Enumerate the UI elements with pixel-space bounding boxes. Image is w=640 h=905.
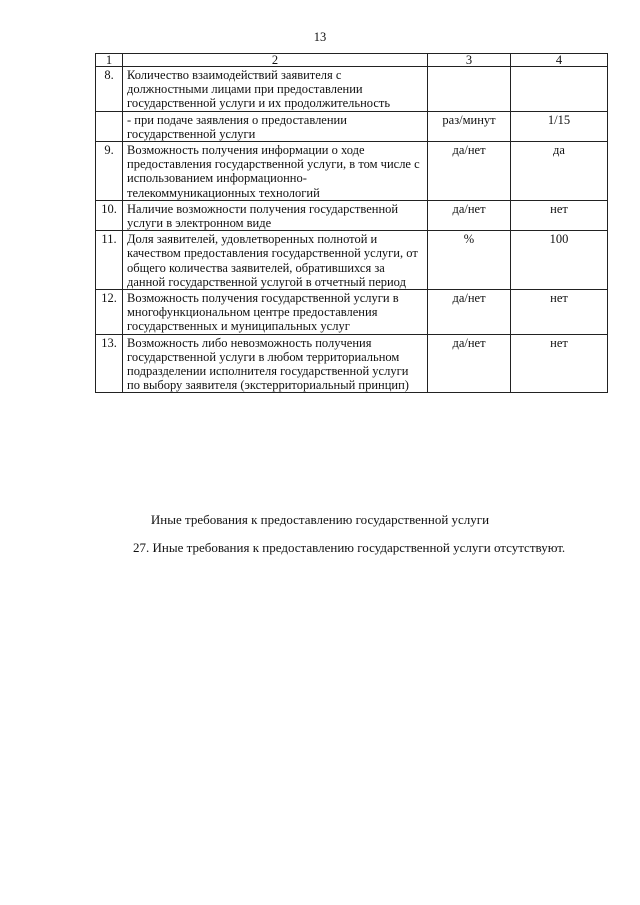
- row-value: нет: [511, 290, 608, 335]
- row-value: [511, 67, 608, 112]
- table-row: [96, 142, 608, 201]
- table-row: [96, 111, 608, 141]
- row-description: Возможность либо невозможность получения государственной услуги в любом территориальном подразделении исполнителя государственной услуги по выбору заявителя (экстерриториальный принцип): [123, 334, 428, 393]
- row-description: Доля заявителей, удовлетворенных полнотой и качеством предоставления государственной услуги, от общего количества заявителей, обратившихся за данной государственной услугой в отчетный период: [123, 231, 428, 290]
- paragraph-27: 27. Иные требования к предоставлению государственной услуги отсутствуют.: [133, 540, 566, 555]
- row-description: Возможность получения государственной услуги в многофункциональном центре предоставления государственных и муниципальных услуг: [123, 290, 428, 335]
- row-unit: да/нет: [428, 334, 511, 393]
- header-cell: 3: [428, 54, 511, 67]
- header-cell: 2: [123, 54, 428, 67]
- indicators-table: [95, 53, 608, 393]
- row-unit: да/нет: [428, 200, 511, 230]
- section-heading: Иные требования к предоставлению государственной услуги: [150, 512, 490, 527]
- header-cell: 1: [96, 54, 123, 67]
- row-unit: да/нет: [428, 142, 511, 201]
- row-number: 10.: [96, 200, 123, 230]
- table-row: [96, 290, 608, 335]
- row-unit: да/нет: [428, 290, 511, 335]
- row-unit: %: [428, 231, 511, 290]
- table-row: [96, 231, 608, 290]
- row-value: нет: [511, 334, 608, 393]
- row-number: 8.: [96, 67, 123, 112]
- table-row: [96, 200, 608, 230]
- row-unit: раз/минут: [428, 111, 511, 141]
- row-description: Возможность получения информации о ходе предоставления государственной услуги, в том числе с использованием информационно-телекоммуникационных технологий: [123, 142, 428, 201]
- row-value: да: [511, 142, 608, 201]
- row-description: Наличие возможности получения государственной услуги в электронном виде: [123, 200, 428, 230]
- row-description: Количество взаимодействий заявителя с должностными лицами при предоставлении государственной услуги и их продолжительность: [123, 67, 428, 112]
- row-description: - при подаче заявления о предоставлении государственной услуги: [123, 111, 428, 141]
- row-number: 12.: [96, 290, 123, 335]
- row-number: 9.: [96, 142, 123, 201]
- row-value: 1/15: [511, 111, 608, 141]
- row-number: [96, 111, 123, 141]
- table-header-row: [96, 54, 608, 67]
- row-number: 13.: [96, 334, 123, 393]
- page-number: 13: [313, 30, 327, 44]
- table-row: [96, 334, 608, 393]
- row-number: 11.: [96, 231, 123, 290]
- row-unit: [428, 67, 511, 112]
- row-value: нет: [511, 200, 608, 230]
- header-cell: 4: [511, 54, 608, 67]
- row-value: 100: [511, 231, 608, 290]
- table-row: [96, 67, 608, 112]
